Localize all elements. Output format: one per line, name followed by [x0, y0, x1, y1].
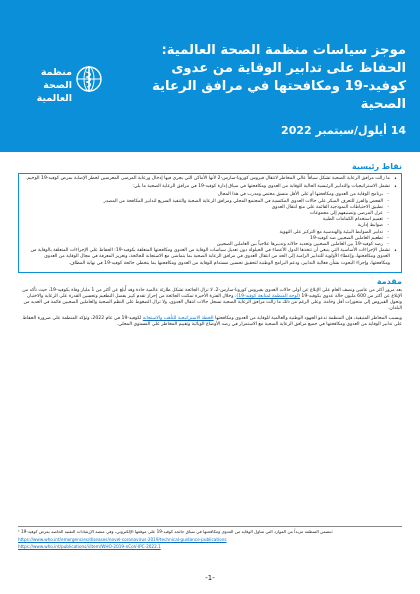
document-date: 14 أيلول/سبتمبر 2022: [281, 124, 406, 137]
intro-p1-start: بعد مرور أكثر من عامين ونصف العام على الإبلاغ عن أولى حالات العدوى بفيروس كورونا-سارس-2، لا تزال الجائحة تشكل طارئة عالمية حادة وقد أُبلغ عن أكثر من 1 مليار وفاة بكوفيد-19، حيث تأكد من الإبلاغ عن أكثر من 600 مليون حالة عدوى بكوفيد-19: [22, 287, 402, 300]
key-point-3: • تشمل الإجراءات الأساسية التي ينبغي أن تتخذها الدول الأعضاء في الحيلولة دون تعديل سياسات الوقاية من العدوى ومكافحتها المتعلقة بكوفيد-19: الحفاظ على الإجراءات المتعلقة بالوقاية من العدوى ومكافحتها، وإعطاء الأولوية للتدابير الرامية إلى الحد من انتقال العدوى في مرافق الرعاية الصحية بما يتماشى مع الاستجابة للجائحة، وتعزيز المعرفة في مجال الوقاية من العدوى ومكافحتها، وإجراء البحوث بشأن فعالية التدابير، ودعم البرامج الوطنية لتحقيق تحسين مستدام للوقاية من العدوى ومكافحتها بما يتخطى جائحة كوفيد-19 في نهاية المطاف.: [23, 248, 397, 267]
key-point-2: • تشمل الاستراتيجيات والتدابير الرئيسية الحالية للوقاية من العدوى ومكافحتها في سياق إدارة كوفيد-19 في مرافق الرعاية الصحية ما يلي:: [23, 184, 397, 190]
main-content: [18, 158, 402, 331]
list-item: - تطبيق الاحتياطات النموذجية القائمة على منع انتقال العدوى: [23, 205, 397, 211]
strategic-plan-link[interactable]: الخطة الاستراتيجية للتأهب والاستجابة: [142, 315, 214, 321]
header-banner: [0, 0, 420, 152]
page-number: -1-: [205, 574, 215, 582]
key-point-2-sublist: [23, 192, 397, 248]
logo-text: [16, 66, 72, 105]
intro-body: [18, 288, 402, 328]
list-item: - رصد كوفيد-19 بين العاملين الصحيين وتحديد حالاته وتدبيرها علاجياً بين العاملين الصحيين: [23, 242, 397, 248]
list-item: - عزل المرضى وتصنيفهم إلى مجموعات: [23, 211, 397, 217]
logo-text-line2: الصحة العالمية: [36, 80, 72, 104]
intro-p1-end: . وخلال الفترة الأخيرة تمكنت الجائحة من إحراز تقدم كبير بفضل التطعيم وتحسين القدرة على الرعاية والاختبار، وتحول الفيروس إلى متحورات أقل وخامة. وعلى الرغم من ذلك ما زالت مرافق الرعاية الصحية تسجل حالات انتقال العدوى، ولا تزال الضغوط على النظم الصحية والعاملين الصحيين قائمة في العديد من البلدان.: [23, 294, 402, 312]
list-item: - تطعيم العاملين الصحيين ضد كوفيد-19: [23, 236, 397, 242]
list-item: - تدابير الضوابط البيئية والهندسية مع التركيز على التهوية: [23, 230, 397, 236]
who-emblem-icon: [74, 64, 104, 94]
intro-paragraph-2: [18, 316, 402, 328]
key-points-box: [18, 173, 402, 273]
intro-heading: مقدمة: [376, 276, 402, 286]
document-title: موجز سياسات منظمة الصحة العالمية: الحفاظ على تدابير الوقاية من عدوى كوفيد-19 ومكافحتها في مرافق الرعاية الصحية: [152, 43, 406, 112]
who-logo: [16, 60, 106, 120]
logo-text-line1: منظمة: [40, 67, 72, 78]
intro-paragraph-1: [18, 288, 402, 313]
footnote-text: ¹ تتضمن المنظمة مزيداً من الموارد التي تتناول الوقاية من العدوى ومكافحتها في سياق جائحة كوفيد-19 على موقعها الإلكتروني، وفي منصة الإرشادات التقنية الخاصة بمرض كوفيد-19:: [18, 529, 334, 534]
list-item: - تعميم استخدام الكمامات الطبية: [23, 217, 397, 223]
list-item: - ضوابط إدارية: [23, 223, 397, 229]
intro-p2-start: وبسبب المخاطر المتبقية، فإن المنظمة تدعو الجهود الوطنية والعالمية للوقاية من العدوى ومكافحتها: [213, 315, 402, 321]
key-point-1: • ما زالت مرافق الرعاية الصحية تشكل سياقاً عالي المخاطر لانتقال فيروس كورونا-سارس-2 لأنها الأماكن التي يجري فيها إدخال ورعاية المرضى المعرضين لخطر الإصابة بمرض كوفيد-19 الوخيم.: [23, 176, 397, 182]
list-item: - الفحص والفرز للتعرف المبكر على حالات العدوى المكتسبة في المجتمع المحلي ومرافق الرعاية الصحية والتنفيذ السريع لتدابير المكافحة من المصدر: [23, 199, 397, 205]
footnote-url-2[interactable]: https://www.who.int/publications/i/item/WHO-2019-nCoV-IPC-2022.1: [18, 544, 161, 550]
intro-p2-end: لكوفيد-19 في عام 2022، وتؤكد المنظمة على ضرورة الحفاظ على تدابير الوقاية من العدوى ومكافحتها في جميع مرافق الرعاية الصحية مع الاستمرار في رصد الأوضاع الوبائية وتقييم المخاطر على المستوى المحلي.: [22, 315, 402, 327]
list-item: - برنامج الوقاية من العدوى ومكافحتها أو على الأقل منسق مختص ومدرب في هذا المجال: [23, 192, 397, 198]
key-points-heading: نقاط رئيسية: [352, 162, 402, 171]
footnote: [18, 526, 402, 552]
who-dashboard-link[interactable]: (لوحة المنظمة لمتابعة كوفيد-19): [236, 294, 300, 300]
footnote-url-1[interactable]: https://www.who.int/emergencies/diseases/novel-coronavirus-2019/technical-guidance-publications: [18, 536, 227, 542]
